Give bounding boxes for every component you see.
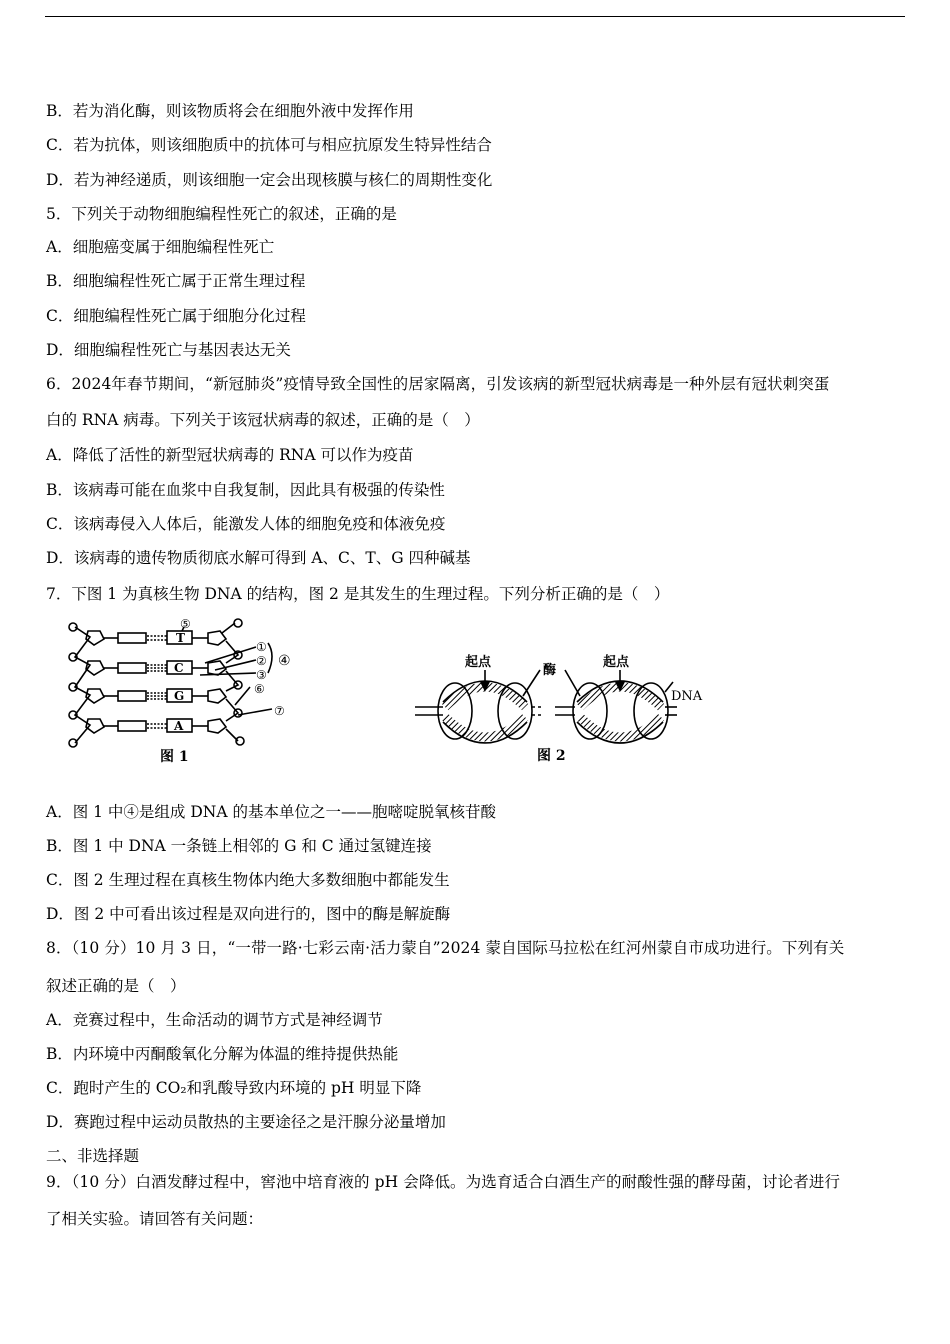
section-heading-non-choice: 二、非选择题 <box>46 1147 140 1165</box>
question-9-stem-line2: 了相关实验。请回答有关问题： <box>46 1210 264 1228</box>
marker-1: ① <box>256 640 267 654</box>
question-4-option-b: B．若为消化酶，则该物质将会在细胞外液中发挥作用 <box>46 102 414 120</box>
dna-structure-figure <box>60 615 310 770</box>
question-5-option-d: D．细胞编程性死亡与基因表达无关 <box>46 341 291 359</box>
base-c: C <box>174 661 184 675</box>
question-5-option-b: B．细胞编程性死亡属于正常生理过程 <box>46 272 306 290</box>
header-rule <box>45 16 905 17</box>
question-7-option-b: B．图 1 中 DNA 一条链上相邻的 G 和 C 通过氢键连接 <box>46 837 432 855</box>
marker-7: ⑦ <box>274 704 285 718</box>
figure-2-caption: 图 2 <box>537 748 566 764</box>
question-7-option-a: A．图 1 中④是组成 DNA 的基本单位之一——胞嘧啶脱氧核苷酸 <box>46 803 496 821</box>
origin-label-left: 起点 <box>465 655 492 670</box>
question-8-option-d: D．赛跑过程中运动员散热的主要途径之是汗腺分泌量增加 <box>46 1113 446 1131</box>
question-4-option-c: C．若为抗体，则该细胞质中的抗体可与相应抗原发生特异性结合 <box>46 136 492 154</box>
dna-label: DNA <box>671 689 703 704</box>
enzyme-label: 酶 <box>543 663 557 678</box>
question-9-stem-line1: 9．（10 分）白酒发酵过程中，窖池中培育液的 pH 会降低。为选育适合白酒生产的耐酸性强的酵母菌，讨论者进行 <box>46 1173 841 1191</box>
question-6-stem-line1: 6．2024年春节期间，“新冠肺炎”疫情导致全国性的居家隔离，引发该病的新型冠状病毒是一种外层有冠状刺突蛋 <box>46 375 830 393</box>
question-4-option-d: D．若为神经递质，则该细胞一定会出现核膜与核仁的周期性变化 <box>46 171 493 189</box>
base-g: G <box>174 689 185 703</box>
dna-replication-figure <box>415 652 715 770</box>
question-5-option-c: C．细胞编程性死亡属于细胞分化过程 <box>46 307 306 325</box>
figure-1-caption: 图 1 <box>160 749 189 765</box>
marker-3: ③ <box>256 668 267 682</box>
origin-label-right: 起点 <box>603 655 630 670</box>
marker-2: ② <box>256 654 267 668</box>
question-7-option-d: D．图 2 中可看出该过程是双向进行的，图中的酶是解旋酶 <box>46 905 451 923</box>
marker-6: ⑥ <box>254 682 265 696</box>
base-a: A <box>174 719 184 733</box>
question-8-option-b: B．内环境中丙酮酸氧化分解为体温的维持提供热能 <box>46 1045 399 1063</box>
question-6-option-a: A．降低了活性的新型冠状病毒的 RNA 可以作为疫苗 <box>46 446 414 464</box>
question-8-stem-line1: 8．（10 分）10 月 3 日，“一带一路·七彩云南·活力蒙自”2024 蒙自国际马拉松在红河州蒙自市成功进行。下列有关 <box>46 939 845 957</box>
question-7-option-c: C．图 2 生理过程在真核生物体内绝大多数细胞中都能发生 <box>46 871 450 889</box>
question-6-option-c: C．该病毒侵入人体后，能激发人体的细胞免疫和体液免疫 <box>46 515 446 533</box>
question-5-option-a: A．细胞癌变属于细胞编程性死亡 <box>46 238 275 256</box>
marker-4: ④ <box>278 653 291 669</box>
question-6-option-b: B．该病毒可能在血浆中自我复制，因此具有极强的传染性 <box>46 481 445 499</box>
question-8-option-c: C．跑时产生的 CO₂和乳酸导致内环境的 pH 明显下降 <box>46 1079 422 1097</box>
base-t: T <box>176 631 185 645</box>
question-6-option-d: D．该病毒的遗传物质彻底水解可得到 A、C、T、G 四种碱基 <box>46 549 471 567</box>
question-5-stem: 5．下列关于动物细胞编程性死亡的叙述，正确的是 <box>46 205 397 223</box>
question-6-stem-line2: 白的 RNA 病毒。下列关于该冠状病毒的叙述，正确的是（ ） <box>46 411 480 429</box>
question-8-stem-line2: 叙述正确的是（ ） <box>46 977 186 995</box>
marker-5: ⑤ <box>180 617 191 631</box>
question-7-stem: 7．下图 1 为真核生物 DNA 的结构，图 2 是其发生的生理过程。下列分析正确的是（ ） <box>46 585 670 603</box>
question-8-option-a: A．竞赛过程中，生命活动的调节方式是神经调节 <box>46 1011 383 1029</box>
